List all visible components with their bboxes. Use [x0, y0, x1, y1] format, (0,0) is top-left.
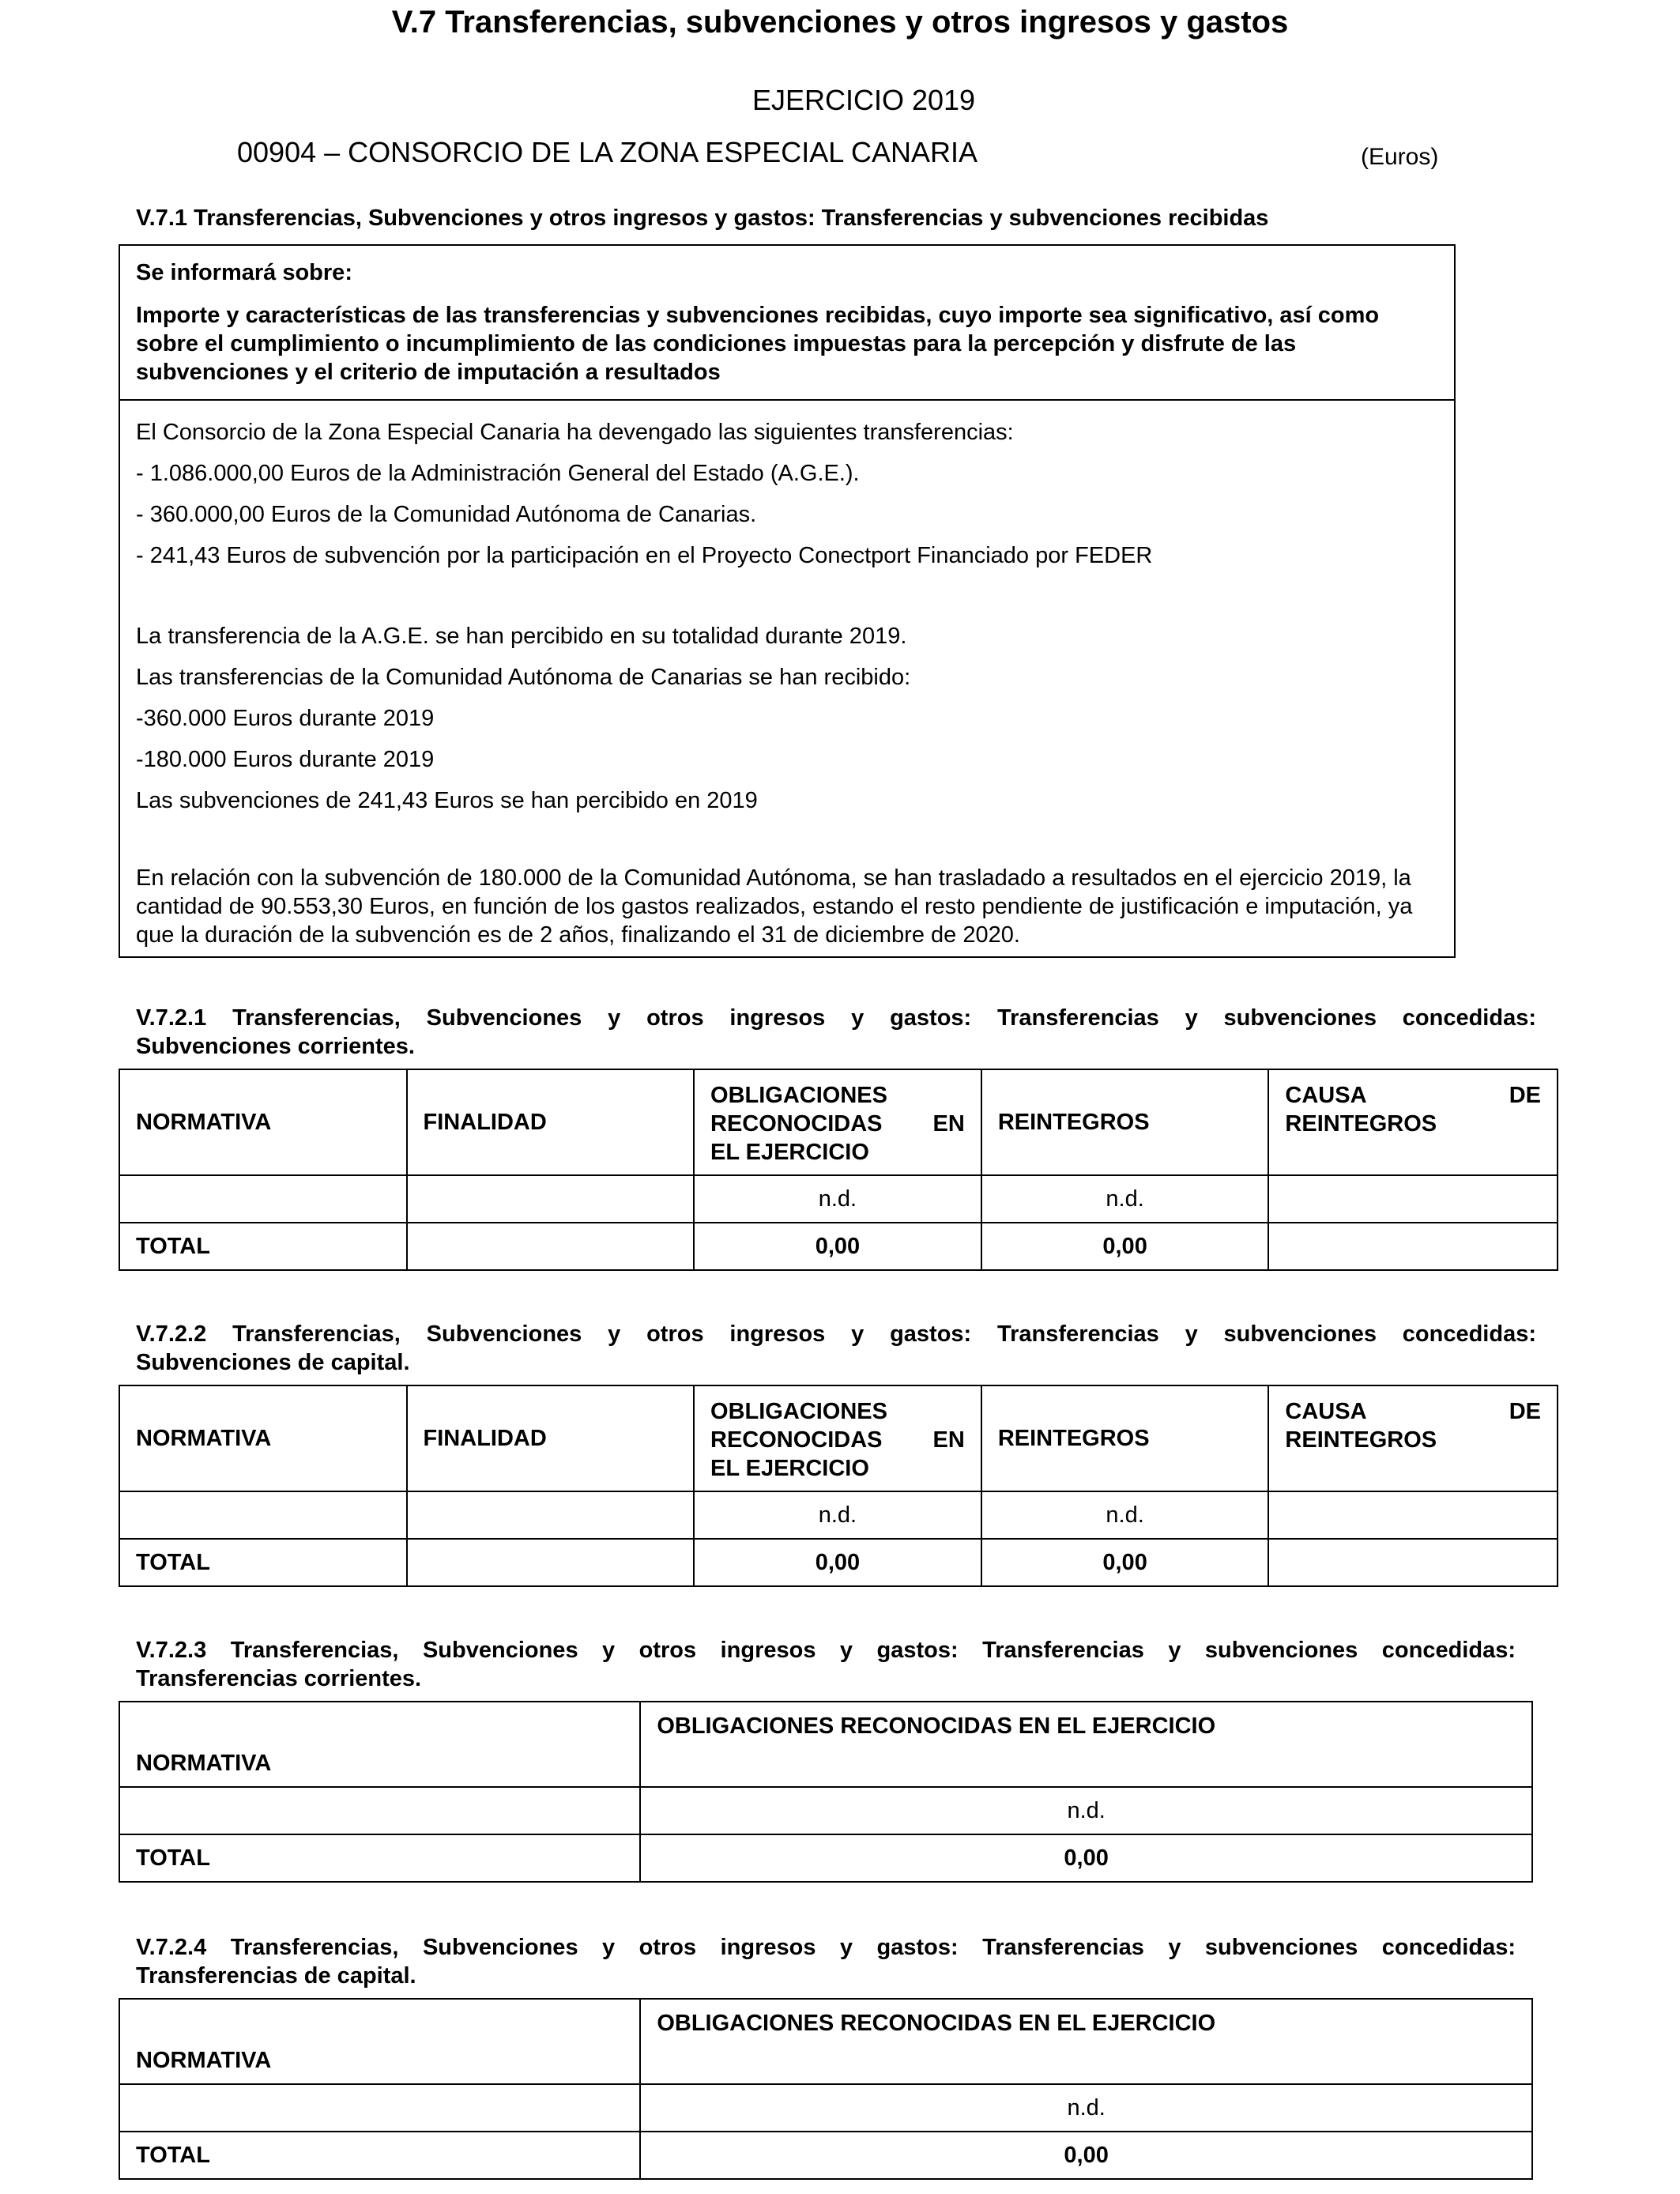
col-reintegros: REINTEGROS	[981, 1069, 1269, 1175]
table-total-row	[119, 2132, 1532, 2179]
col-finalidad: FINALIDAD	[407, 1069, 694, 1175]
section-title-v723	[136, 1636, 1516, 1693]
cell-obligaciones: n.d.	[694, 1491, 981, 1539]
col-obligaciones-line: EL EJERCICIO	[710, 1456, 869, 1481]
table-header-row	[119, 1999, 1532, 2084]
total-reintegros: 0,00	[981, 1539, 1269, 1586]
col-causa-line: CAUSA DE	[1285, 1399, 1541, 1424]
table-v724	[119, 1998, 1533, 2180]
col-obligaciones: OBLIGACIONES RECONOCIDAS EN EL EJERCICIO	[640, 1702, 1532, 1787]
col-obligaciones-line: RECONOCIDAS EN	[710, 1111, 965, 1137]
col-normativa: NORMATIVA	[119, 1702, 640, 1787]
cell-reintegros: n.d.	[981, 1491, 1269, 1539]
total-obligaciones: 0,00	[694, 1539, 981, 1586]
body-line: - 241,43 Euros de subvención por la participación en el Proyecto Conectport Financiado por FEDER	[136, 543, 1153, 568]
section-title-v724	[136, 1933, 1516, 1990]
cell-empty	[1268, 1223, 1558, 1270]
cell-obligaciones: n.d.	[640, 2084, 1532, 2132]
total-label: TOTAL	[119, 2132, 640, 2179]
cell-empty	[407, 1491, 694, 1539]
cell-empty	[407, 1175, 694, 1223]
section-title-line: Subvenciones de capital.	[136, 1350, 410, 1375]
cell-empty	[119, 2084, 640, 2132]
total-label: TOTAL	[119, 1834, 640, 1882]
section-title-line: Subvenciones corrientes.	[136, 1034, 415, 1059]
total-obligaciones: 0,00	[640, 1834, 1532, 1882]
table-row	[119, 1491, 1558, 1539]
table-row	[119, 1175, 1558, 1223]
col-causa-line: REINTEGROS	[1285, 1111, 1437, 1137]
col-normativa: NORMATIVA	[119, 1999, 640, 2084]
cell-empty	[1268, 1539, 1558, 1586]
body-line: -360.000 Euros durante 2019	[136, 706, 435, 731]
body-line: Las transferencias de la Comunidad Autónoma de Canarias se han recibido:	[136, 665, 911, 690]
col-obligaciones	[694, 1069, 981, 1175]
section-title-v722	[136, 1320, 1536, 1377]
col-obligaciones-line: OBLIGACIONES	[710, 1083, 887, 1108]
cell-empty	[119, 1787, 640, 1834]
entity-name: 00904 – CONSORCIO DE LA ZONA ESPECIAL CANARIA	[237, 136, 978, 168]
table-total-row	[119, 1834, 1532, 1882]
section-title-line: V.7.2.2 Transferencias, Subvenciones y otros ingresos y gastos: Transferencias y subvenciones concedidas:	[136, 1321, 1536, 1347]
cell-obligaciones: n.d.	[694, 1175, 981, 1223]
table-total-row	[119, 1539, 1558, 1586]
col-finalidad: FINALIDAD	[407, 1385, 694, 1491]
body-line: El Consorcio de la Zona Especial Canaria ha devengado las siguientes transferencias:	[136, 420, 1014, 445]
body-line: La transferencia de la A.G.E. se han percibido en su totalidad durante 2019.	[136, 624, 907, 649]
col-causa	[1268, 1385, 1558, 1491]
body-paragraph: En relación con la subvención de 180.000 de la Comunidad Autónoma, se han trasladado a resultados en el ejercicio 2019, la cantidad de 90.553,30 Euros, en función de los gastos realizados, estando el resto pendiente de justificación e imputación, ya que la duración de la subvención es de 2 años, finalizando el 31 de diciembre de 2020.	[136, 865, 1413, 948]
currency-units: (Euros)	[1361, 144, 1439, 170]
cell-empty	[1268, 1175, 1558, 1223]
col-normativa: NORMATIVA	[119, 1385, 407, 1491]
total-label: TOTAL	[119, 1539, 407, 1586]
section-title-line: Transferencias corrientes.	[136, 1666, 422, 1691]
table-v723	[119, 1701, 1533, 1883]
table-row	[119, 2084, 1532, 2132]
col-reintegros: REINTEGROS	[981, 1385, 1269, 1491]
section-title-line: Transferencias de capital.	[136, 1963, 416, 1989]
table-header-row	[119, 1069, 1558, 1175]
received-transfers-box	[119, 244, 1456, 958]
cell-reintegros: n.d.	[981, 1175, 1269, 1223]
cell-obligaciones: n.d.	[640, 1787, 1532, 1834]
col-obligaciones-line: EL EJERCICIO	[710, 1140, 869, 1165]
section-title-v71: V.7.1 Transferencias, Subvenciones y otros ingresos y gastos: Transferencias y subvenciones recibidas	[136, 205, 1269, 231]
table-header-row	[119, 1702, 1532, 1787]
body-line: - 1.086.000,00 Euros de la Administración General del Estado (A.G.E.).	[136, 461, 860, 486]
total-reintegros: 0,00	[981, 1223, 1269, 1270]
cell-empty	[119, 1175, 407, 1223]
page-title: V.7 Transferencias, subvenciones y otros ingresos y gastos	[391, 5, 1289, 40]
col-causa	[1268, 1069, 1558, 1175]
total-obligaciones: 0,00	[694, 1223, 981, 1270]
section-title-v721	[136, 1004, 1536, 1061]
col-causa-line: REINTEGROS	[1285, 1427, 1437, 1453]
cell-empty	[407, 1223, 694, 1270]
section-title-line: V.7.2.4 Transferencias, Subvenciones y otros ingresos y gastos: Transferencias y subvenciones concedidas:	[136, 1935, 1516, 1960]
table-row	[119, 1787, 1532, 1834]
table-v721	[119, 1069, 1558, 1271]
total-obligaciones: 0,00	[640, 2132, 1532, 2179]
col-causa-line: CAUSA DE	[1285, 1083, 1541, 1108]
col-normativa: NORMATIVA	[119, 1069, 407, 1175]
cell-empty	[1268, 1491, 1558, 1539]
col-obligaciones	[694, 1385, 981, 1491]
table-total-row	[119, 1223, 1558, 1270]
section-title-line: V.7.2.1 Transferencias, Subvenciones y otros ingresos y gastos: Transferencias y subvenciones concedidas:	[136, 1005, 1536, 1031]
cell-empty	[119, 1491, 407, 1539]
cell-empty	[407, 1539, 694, 1586]
table-header-row	[119, 1385, 1558, 1491]
section-title-line: V.7.2.3 Transferencias, Subvenciones y otros ingresos y gastos: Transferencias y subvenciones concedidas:	[136, 1638, 1516, 1663]
info-header	[120, 246, 1454, 401]
body-line: - 360.000,00 Euros de la Comunidad Autónoma de Canarias.	[136, 502, 757, 527]
col-obligaciones-line: RECONOCIDAS EN	[710, 1427, 965, 1453]
info-label: Se informará sobre:	[136, 260, 352, 285]
body-line: Las subvenciones de 241,43 Euros se han percibido en 2019	[136, 788, 758, 813]
col-obligaciones: OBLIGACIONES RECONOCIDAS EN EL EJERCICIO	[640, 1999, 1532, 2084]
body-line: -180.000 Euros durante 2019	[136, 747, 435, 772]
total-label: TOTAL	[119, 1223, 407, 1270]
table-v722	[119, 1385, 1558, 1587]
col-obligaciones-line: OBLIGACIONES	[710, 1399, 887, 1424]
fiscal-year: EJERCICIO 2019	[751, 84, 976, 116]
info-text: Importe y características de las transferencias y subvenciones recibidas, cuyo importe sea significativo, así como sobre el cumplimiento o incumplimiento de las condiciones impuestas para la percepción y disfrute de las subvenciones y el criterio de imputación a resultados	[136, 303, 1380, 385]
